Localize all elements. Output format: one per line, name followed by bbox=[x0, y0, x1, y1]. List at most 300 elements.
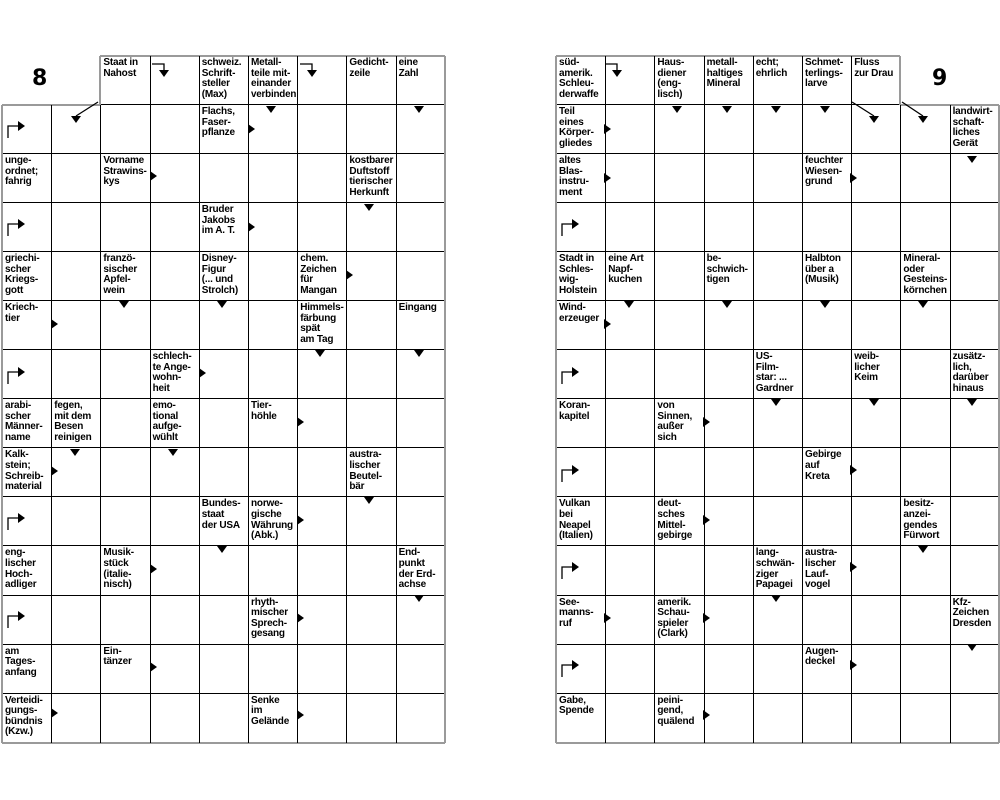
answer-cell[interactable] bbox=[248, 203, 297, 252]
answer-cell[interactable] bbox=[851, 203, 900, 252]
clue-text bbox=[399, 58, 444, 79]
answer-cell[interactable] bbox=[150, 694, 199, 743]
answer-cell[interactable] bbox=[297, 497, 346, 546]
answer-cell[interactable] bbox=[346, 694, 395, 743]
answer-cell[interactable] bbox=[100, 497, 149, 546]
grid-line-h bbox=[2, 644, 445, 645]
answer-cell[interactable] bbox=[297, 546, 346, 595]
grid-line-v bbox=[654, 105, 655, 743]
clue-cell-r-schauspieler bbox=[654, 596, 703, 645]
answer-cell[interactable] bbox=[753, 301, 802, 350]
answer-cell[interactable] bbox=[100, 596, 149, 645]
clue-text bbox=[202, 107, 247, 139]
clue-line: Körper- bbox=[559, 127, 594, 139]
clue-line: (Italien) bbox=[559, 530, 593, 542]
answer-cell[interactable] bbox=[346, 203, 395, 252]
clue-line: wig- bbox=[559, 274, 579, 286]
answer-cell[interactable] bbox=[297, 694, 346, 743]
answer-cell[interactable] bbox=[396, 252, 445, 301]
clue-text bbox=[756, 58, 801, 79]
clue-line: zur Drau bbox=[854, 67, 894, 79]
clue-text bbox=[559, 303, 604, 324]
answer-cell[interactable] bbox=[654, 252, 703, 301]
clue-text bbox=[657, 401, 702, 443]
answer-cell[interactable] bbox=[950, 154, 999, 203]
clue-cell-l-fegen bbox=[51, 399, 100, 448]
answer-cell[interactable] bbox=[654, 448, 703, 497]
clue-line: derwaffe bbox=[559, 88, 599, 100]
clue-line: gend, bbox=[657, 705, 684, 717]
answer-cell[interactable] bbox=[704, 105, 753, 154]
answer-cell[interactable] bbox=[51, 154, 100, 203]
answer-cell[interactable] bbox=[950, 203, 999, 252]
answer-cell[interactable] bbox=[556, 546, 605, 595]
clue-cell-r-laufvogel bbox=[802, 546, 851, 595]
answer-cell[interactable] bbox=[851, 301, 900, 350]
clue-line: verbinden bbox=[251, 88, 297, 100]
answer-cell[interactable] bbox=[851, 154, 900, 203]
answer-cell[interactable] bbox=[704, 694, 753, 743]
answer-cell[interactable] bbox=[704, 497, 753, 546]
answer-cell[interactable] bbox=[51, 645, 100, 694]
answer-cell[interactable] bbox=[248, 154, 297, 203]
clue-line: achse bbox=[398, 579, 426, 591]
answer-cell[interactable] bbox=[851, 694, 900, 743]
answer-cell[interactable] bbox=[346, 645, 395, 694]
answer-cell[interactable] bbox=[150, 252, 199, 301]
clue-cell-r-vulkan bbox=[556, 497, 605, 546]
answer-cell[interactable] bbox=[900, 448, 949, 497]
grid-line-h bbox=[2, 595, 445, 596]
clue-line: Kreta bbox=[805, 470, 830, 482]
answer-cell[interactable] bbox=[900, 350, 949, 399]
grid-line-v0 bbox=[802, 56, 803, 105]
clue-text bbox=[953, 352, 998, 394]
answer-cell[interactable] bbox=[100, 350, 149, 399]
answer-cell[interactable] bbox=[51, 448, 100, 497]
answer-cell[interactable] bbox=[605, 105, 654, 154]
answer-cell[interactable] bbox=[704, 154, 753, 203]
answer-cell[interactable] bbox=[297, 203, 346, 252]
answer-cell[interactable] bbox=[150, 105, 199, 154]
answer-cell[interactable] bbox=[802, 497, 851, 546]
clue-line: gebirge bbox=[657, 530, 693, 542]
answer-cell[interactable] bbox=[346, 105, 395, 154]
answer-cell[interactable] bbox=[396, 350, 445, 399]
answer-cell[interactable] bbox=[704, 546, 753, 595]
answer-cell[interactable] bbox=[51, 203, 100, 252]
answer-cell[interactable] bbox=[950, 399, 999, 448]
answer-cell[interactable] bbox=[150, 448, 199, 497]
grid-line-v bbox=[248, 105, 249, 743]
answer-cell[interactable] bbox=[950, 301, 999, 350]
answer-cell[interactable] bbox=[605, 350, 654, 399]
clue-cell-r-napfkuchen bbox=[605, 252, 654, 301]
clue-line: im bbox=[251, 705, 263, 717]
clue-text bbox=[103, 254, 148, 296]
answer-cell[interactable] bbox=[753, 105, 802, 154]
answer-cell[interactable] bbox=[900, 154, 949, 203]
grid-line-h bbox=[2, 398, 445, 399]
answer-cell[interactable] bbox=[851, 546, 900, 595]
answer-cell[interactable] bbox=[556, 645, 605, 694]
answer-cell[interactable] bbox=[199, 399, 248, 448]
answer-cell[interactable] bbox=[346, 546, 395, 595]
grid-line-v bbox=[199, 105, 200, 743]
answer-cell[interactable] bbox=[248, 301, 297, 350]
answer-cell[interactable] bbox=[950, 497, 999, 546]
answer-cell[interactable] bbox=[605, 154, 654, 203]
grid-line-v0 bbox=[654, 56, 655, 105]
clue-cell-r-papagei bbox=[753, 546, 802, 595]
answer-cell[interactable] bbox=[150, 546, 199, 595]
answer-cell[interactable] bbox=[802, 350, 851, 399]
answer-cell[interactable] bbox=[654, 154, 703, 203]
answer-cell[interactable] bbox=[753, 596, 802, 645]
clue-line: ordnet; bbox=[5, 165, 39, 177]
answer-cell[interactable] bbox=[297, 448, 346, 497]
answer-cell[interactable] bbox=[396, 645, 445, 694]
answer-cell[interactable] bbox=[900, 203, 949, 252]
answer-cell[interactable] bbox=[51, 694, 100, 743]
clue-cell-l-endpunkt bbox=[396, 546, 445, 595]
answer-cell[interactable] bbox=[802, 399, 851, 448]
answer-cell[interactable] bbox=[704, 596, 753, 645]
answer-cell[interactable] bbox=[199, 350, 248, 399]
clue-line: chem. bbox=[300, 253, 329, 265]
answer-cell[interactable] bbox=[150, 497, 199, 546]
clue-text bbox=[953, 598, 998, 630]
clue-cell-r-hausdiener bbox=[654, 56, 703, 105]
answer-cell[interactable] bbox=[199, 596, 248, 645]
answer-cell[interactable] bbox=[2, 203, 51, 252]
clue-line: arabi- bbox=[5, 400, 32, 412]
clue-line: sischer bbox=[103, 263, 138, 275]
answer-cell[interactable] bbox=[199, 645, 248, 694]
answer-cell[interactable] bbox=[950, 252, 999, 301]
clue-cell-l-flachs bbox=[199, 105, 248, 154]
answer-cell[interactable] bbox=[900, 645, 949, 694]
clue-line: über a bbox=[805, 263, 834, 275]
answer-cell[interactable] bbox=[556, 350, 605, 399]
clue-line: außer bbox=[657, 421, 684, 433]
answer-cell[interactable] bbox=[396, 497, 445, 546]
answer-cell[interactable] bbox=[950, 546, 999, 595]
answer-cell[interactable] bbox=[704, 448, 753, 497]
clue-line: mischer bbox=[251, 607, 288, 619]
answer-cell[interactable] bbox=[753, 645, 802, 694]
answer-cell[interactable] bbox=[346, 301, 395, 350]
answer-cell[interactable] bbox=[605, 546, 654, 595]
clue-line: manns- bbox=[559, 607, 594, 619]
clue-line: Napf- bbox=[608, 263, 633, 275]
answer-cell[interactable] bbox=[605, 56, 654, 105]
answer-cell[interactable] bbox=[704, 399, 753, 448]
answer-cell[interactable] bbox=[900, 596, 949, 645]
clue-line: Bruder bbox=[201, 204, 234, 216]
page-number: 8 bbox=[32, 66, 48, 91]
clue-cell-r-gabe bbox=[556, 694, 605, 743]
clue-text bbox=[559, 401, 604, 422]
answer-cell[interactable] bbox=[753, 203, 802, 252]
answer-cell[interactable] bbox=[51, 596, 100, 645]
answer-cell[interactable] bbox=[100, 694, 149, 743]
clue-line: Gesteins- bbox=[903, 274, 948, 286]
answer-cell[interactable] bbox=[605, 645, 654, 694]
clue-line: End- bbox=[398, 547, 421, 559]
clue-line: Wind- bbox=[559, 302, 586, 314]
answer-cell[interactable] bbox=[605, 301, 654, 350]
clue-line: zusätz- bbox=[952, 351, 986, 363]
clue-line: Mineral- bbox=[903, 253, 941, 265]
answer-cell[interactable] bbox=[297, 350, 346, 399]
answer-cell[interactable] bbox=[346, 252, 395, 301]
answer-cell[interactable] bbox=[51, 105, 100, 154]
answer-cell[interactable] bbox=[900, 694, 949, 743]
answer-cell[interactable] bbox=[396, 694, 445, 743]
answer-cell[interactable] bbox=[802, 203, 851, 252]
answer-cell[interactable] bbox=[704, 645, 753, 694]
answer-cell[interactable] bbox=[900, 105, 949, 154]
answer-cell[interactable] bbox=[950, 645, 999, 694]
clue-cell-l-metallteile bbox=[248, 56, 297, 105]
answer-cell[interactable] bbox=[346, 497, 395, 546]
clue-line: wein bbox=[103, 284, 125, 296]
answer-cell[interactable] bbox=[802, 301, 851, 350]
clue-line: Schrift- bbox=[201, 67, 236, 79]
answer-cell[interactable] bbox=[851, 399, 900, 448]
answer-cell[interactable] bbox=[297, 596, 346, 645]
answer-cell[interactable] bbox=[704, 350, 753, 399]
clue-line: kuchen bbox=[608, 274, 642, 286]
answer-cell[interactable] bbox=[297, 105, 346, 154]
clue-line: US- bbox=[755, 351, 773, 363]
answer-cell[interactable] bbox=[199, 448, 248, 497]
answer-cell[interactable] bbox=[605, 596, 654, 645]
grid-line-h bbox=[556, 496, 999, 497]
answer-cell[interactable] bbox=[605, 203, 654, 252]
clue-text bbox=[805, 647, 850, 668]
answer-cell[interactable] bbox=[851, 105, 900, 154]
answer-cell[interactable] bbox=[396, 448, 445, 497]
clue-line: altes bbox=[559, 155, 581, 167]
answer-cell[interactable] bbox=[150, 301, 199, 350]
answer-cell[interactable] bbox=[605, 694, 654, 743]
answer-cell[interactable] bbox=[396, 105, 445, 154]
clue-line: diener bbox=[657, 67, 687, 79]
clue-line: Zahl bbox=[398, 67, 419, 79]
answer-cell[interactable] bbox=[150, 154, 199, 203]
answer-cell[interactable] bbox=[654, 546, 703, 595]
answer-cell[interactable] bbox=[51, 497, 100, 546]
answer-cell[interactable] bbox=[654, 350, 703, 399]
clue-line: Gedicht- bbox=[349, 57, 389, 68]
answer-cell[interactable] bbox=[150, 203, 199, 252]
answer-cell[interactable] bbox=[297, 154, 346, 203]
clue-cell-r-beschwichtigen bbox=[704, 252, 753, 301]
clue-line: adliger bbox=[5, 579, 37, 591]
clue-line: Blas- bbox=[559, 165, 583, 177]
answer-cell[interactable] bbox=[51, 546, 100, 595]
clue-line: eines bbox=[559, 116, 584, 128]
answer-cell[interactable] bbox=[396, 399, 445, 448]
answer-cell[interactable] bbox=[802, 105, 851, 154]
answer-cell[interactable] bbox=[51, 252, 100, 301]
answer-cell[interactable] bbox=[851, 645, 900, 694]
answer-cell[interactable] bbox=[802, 596, 851, 645]
clue-line: Gerät bbox=[952, 137, 978, 149]
grid-line-h bbox=[556, 693, 999, 694]
clue-line: punkt bbox=[398, 558, 425, 570]
clue-line: Papagei bbox=[755, 579, 793, 591]
answer-cell[interactable] bbox=[396, 154, 445, 203]
answer-cell[interactable] bbox=[851, 596, 900, 645]
answer-cell[interactable] bbox=[199, 154, 248, 203]
answer-cell[interactable] bbox=[100, 301, 149, 350]
clue-line: Gelände bbox=[251, 715, 290, 727]
answer-cell[interactable] bbox=[2, 596, 51, 645]
answer-cell[interactable] bbox=[248, 645, 297, 694]
clue-line: Teil bbox=[559, 106, 575, 117]
clue-cell-r-halbton bbox=[802, 252, 851, 301]
answer-cell[interactable] bbox=[654, 301, 703, 350]
answer-cell[interactable] bbox=[851, 448, 900, 497]
answer-cell[interactable] bbox=[396, 203, 445, 252]
answer-cell[interactable] bbox=[248, 350, 297, 399]
answer-cell[interactable] bbox=[851, 497, 900, 546]
answer-cell[interactable] bbox=[900, 399, 949, 448]
answer-cell[interactable] bbox=[2, 105, 51, 154]
clue-cell-l-emotional bbox=[150, 399, 199, 448]
answer-cell[interactable] bbox=[346, 596, 395, 645]
answer-cell[interactable] bbox=[199, 694, 248, 743]
clue-line: liches bbox=[952, 127, 980, 139]
answer-cell[interactable] bbox=[2, 350, 51, 399]
answer-cell[interactable] bbox=[753, 252, 802, 301]
clue-line: star: ... bbox=[755, 372, 787, 384]
answer-cell[interactable] bbox=[51, 301, 100, 350]
answer-cell[interactable] bbox=[950, 694, 999, 743]
answer-cell[interactable] bbox=[654, 645, 703, 694]
clue-text bbox=[559, 499, 604, 541]
clue-text bbox=[657, 499, 702, 541]
grid-line-v0 bbox=[248, 56, 249, 105]
answer-cell[interactable] bbox=[100, 448, 149, 497]
clue-line: Besen bbox=[54, 421, 84, 433]
answer-cell[interactable] bbox=[654, 203, 703, 252]
grid-line-h bbox=[556, 153, 999, 154]
answer-cell[interactable] bbox=[248, 252, 297, 301]
answer-cell[interactable] bbox=[556, 203, 605, 252]
answer-cell[interactable] bbox=[346, 350, 395, 399]
answer-cell[interactable] bbox=[950, 448, 999, 497]
clue-cell-r-winderzeuger bbox=[556, 301, 605, 350]
answer-cell[interactable] bbox=[100, 399, 149, 448]
clue-text bbox=[300, 303, 345, 345]
clue-line: aufge- bbox=[152, 421, 182, 433]
answer-cell[interactable] bbox=[605, 448, 654, 497]
frame-step bbox=[2, 104, 51, 106]
clue-line: Fürwort bbox=[903, 530, 940, 542]
answer-cell[interactable] bbox=[248, 448, 297, 497]
answer-cell[interactable] bbox=[248, 546, 297, 595]
clue-cell-l-beutelbaer bbox=[346, 448, 395, 497]
answer-cell[interactable] bbox=[900, 301, 949, 350]
answer-cell[interactable] bbox=[704, 301, 753, 350]
clue-line: Faser- bbox=[201, 116, 231, 128]
answer-cell[interactable] bbox=[851, 252, 900, 301]
answer-cell[interactable] bbox=[297, 56, 346, 105]
clue-text bbox=[756, 548, 801, 590]
clue-line: Vorname bbox=[103, 155, 145, 167]
answer-cell[interactable] bbox=[100, 105, 149, 154]
clue-line: zeile bbox=[349, 67, 371, 79]
answer-cell[interactable] bbox=[753, 497, 802, 546]
clue-line: echt; bbox=[755, 57, 779, 68]
clue-line: Schmet- bbox=[805, 57, 844, 68]
clue-cell-r-augendeckel bbox=[802, 645, 851, 694]
clue-line: ehrlich bbox=[755, 67, 788, 79]
clue-text bbox=[202, 254, 247, 296]
answer-cell[interactable] bbox=[556, 448, 605, 497]
clue-line: stein; bbox=[5, 459, 31, 471]
clue-line: Flachs, bbox=[201, 106, 235, 117]
answer-cell[interactable] bbox=[753, 399, 802, 448]
clue-line: lisch) bbox=[657, 88, 683, 100]
clue-line: Schles- bbox=[559, 263, 594, 275]
answer-cell[interactable] bbox=[605, 399, 654, 448]
clue-text bbox=[251, 58, 296, 100]
answer-cell[interactable] bbox=[248, 105, 297, 154]
answer-cell[interactable] bbox=[802, 694, 851, 743]
answer-cell[interactable] bbox=[900, 546, 949, 595]
grid-line-h bbox=[556, 398, 999, 399]
answer-cell[interactable] bbox=[346, 399, 395, 448]
answer-cell[interactable] bbox=[605, 497, 654, 546]
answer-cell[interactable] bbox=[2, 497, 51, 546]
answer-cell[interactable] bbox=[100, 203, 149, 252]
clue-line: griechi- bbox=[5, 253, 40, 265]
answer-cell[interactable] bbox=[753, 154, 802, 203]
clue-line: Spende bbox=[559, 705, 594, 717]
answer-cell[interactable] bbox=[51, 350, 100, 399]
clue-line: der USA bbox=[201, 519, 240, 531]
grid-line-v0 bbox=[199, 56, 200, 105]
answer-cell[interactable] bbox=[654, 105, 703, 154]
clue-cell-l-verteidigung bbox=[2, 694, 51, 743]
clue-line: Kfz- bbox=[952, 596, 971, 608]
answer-cell[interactable] bbox=[150, 56, 199, 105]
clue-text bbox=[5, 156, 50, 188]
answer-cell[interactable] bbox=[150, 596, 199, 645]
answer-cell[interactable] bbox=[297, 399, 346, 448]
clue-line: See- bbox=[559, 596, 580, 608]
clue-cell-l-tierhoehle bbox=[248, 399, 297, 448]
answer-cell[interactable] bbox=[150, 645, 199, 694]
answer-cell[interactable] bbox=[753, 694, 802, 743]
clue-line: (eng- bbox=[657, 78, 681, 90]
answer-cell[interactable] bbox=[199, 301, 248, 350]
clue-cell-r-geraet bbox=[950, 105, 999, 154]
answer-cell[interactable] bbox=[297, 645, 346, 694]
clue-cell-r-fuerwort bbox=[900, 497, 949, 546]
clue-cell-l-bruder bbox=[199, 203, 248, 252]
answer-cell[interactable] bbox=[704, 203, 753, 252]
answer-cell[interactable] bbox=[396, 596, 445, 645]
answer-cell[interactable] bbox=[753, 448, 802, 497]
clue-line: terlings- bbox=[805, 67, 843, 79]
answer-cell[interactable] bbox=[199, 546, 248, 595]
